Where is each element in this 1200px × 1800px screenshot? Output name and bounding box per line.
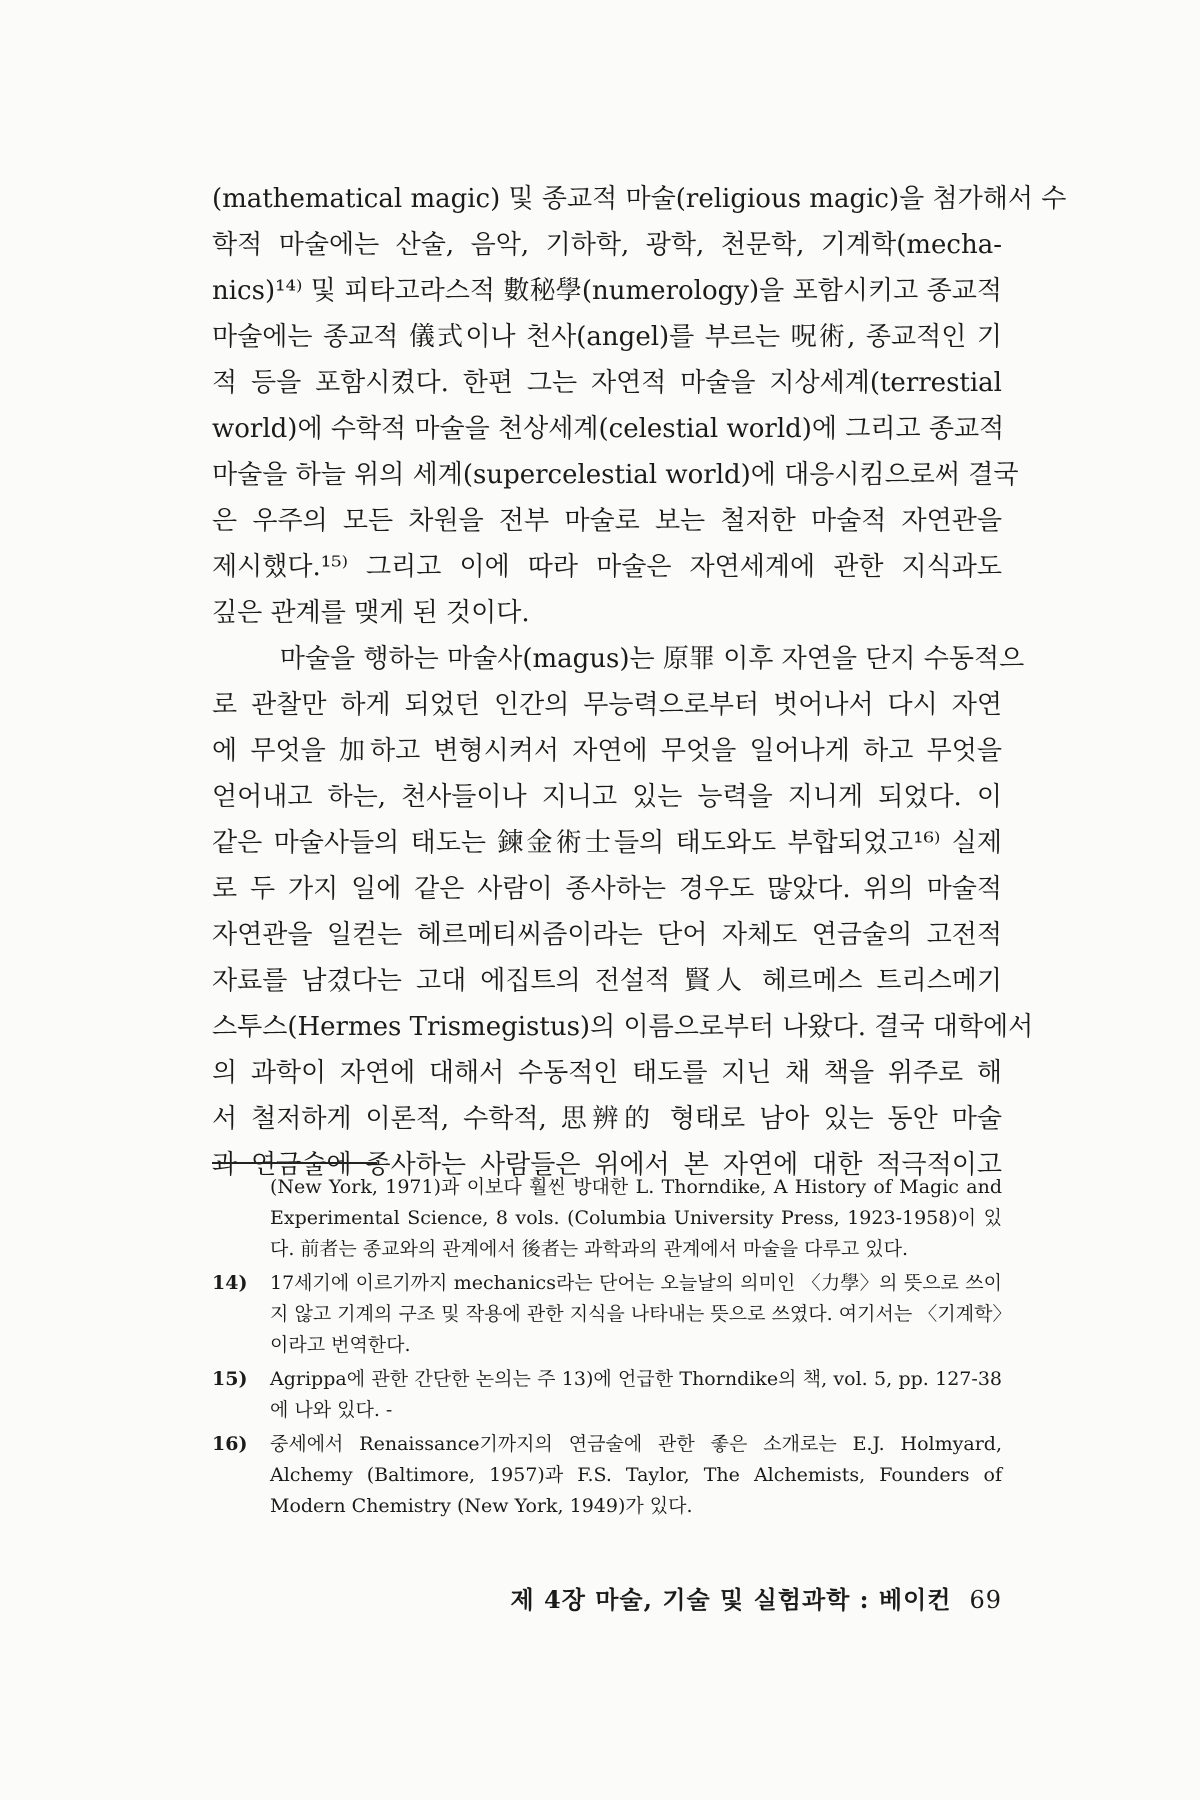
text-line: 로 두 가지 일에 같은 사람이 종사하는 경우도 많았다. 위의 마술적 bbox=[212, 874, 1002, 904]
footnote-separator bbox=[212, 1162, 377, 1164]
text-line: world)에 수학적 마술을 천상세계(celestial world)에 그리고 종교적 bbox=[212, 414, 1005, 444]
footnote-text: 중세에서 Renaissance기까지의 연금술에 관한 좋은 소개로는 E.J. Holmyard, Alchemy (Baltimore, 1957)과 F.S. Taylor, The Alchemists, Founders of Modern Chemistry (New York, 1949)가 있다. bbox=[270, 1433, 1002, 1517]
footnotes bbox=[212, 1172, 1002, 1525]
text-line: 자료를 남겼다는 고대 에집트의 전설적 賢人 헤르메스 트리스메기 bbox=[212, 966, 1002, 996]
footnote-15 bbox=[212, 1364, 1002, 1426]
text-line: 학적 마술에는 산술, 음악, 기하학, 광학, 천문학, 기계학(mecha- bbox=[212, 230, 1002, 260]
text-line: 로 관찰만 하게 되었던 인간의 무능력으로부터 벗어나서 다시 자연 bbox=[212, 690, 1002, 720]
text-line: 제시했다.¹⁵⁾ 그리고 이에 따라 마술은 자연세계에 관한 지식과도 bbox=[212, 552, 1002, 582]
footnote-16 bbox=[212, 1429, 1002, 1522]
text-line: 자연관을 일컫는 헤르메티씨즘이라는 단어 자체도 연금술의 고전적 bbox=[212, 920, 1002, 950]
text-line: nics)¹⁴⁾ 및 피타고라스적 數秘學(numerology)을 포함시키고 종교적 bbox=[212, 276, 1002, 306]
page-number: 69 bbox=[969, 1586, 1002, 1614]
footnote-number: 15) bbox=[212, 1368, 248, 1390]
text-line: 과 연금술에 종사하는 사람들은 위에서 본 자연에 대한 적극적이고 bbox=[212, 1150, 1002, 1180]
text-line: 스투스(Hermes Trismegistus)의 이름으로부터 나왔다. 결국 대학에서 bbox=[212, 1012, 1034, 1042]
chapter-title: 제 4장 마술, 기술 및 실험과학 : 베이컨 bbox=[510, 1585, 952, 1614]
text-line: (mathematical magic) 및 종교적 마술(religious magic)을 첨가해서 수 bbox=[212, 184, 1067, 214]
footnote-text: Agrippa에 관한 간단한 논의는 주 13)에 언급한 Thorndike의 책, vol. 5, pp. 127-38에 나와 있다. - bbox=[270, 1368, 1002, 1421]
main-text bbox=[212, 176, 1067, 1188]
text-line: 적 등을 포함시켰다. 한편 그는 자연적 마술을 지상세계(terrestial bbox=[212, 368, 1002, 398]
footnote-text: 17세기에 이르기까지 mechanics라는 단어는 오늘날의 의미인 〈力學〉의 뜻으로 쓰이지 않고 기계의 구조 및 작용에 관한 지식을 나타내는 뜻으로 쓰였다. 여기서는 〈기계학〉이라고 번역한다. bbox=[270, 1272, 1002, 1356]
paragraph-2 bbox=[212, 636, 1034, 1188]
text-line: 에 무엇을 加하고 변형시켜서 자연에 무엇을 일어나게 하고 무엇을 bbox=[212, 736, 1002, 766]
footnote-text: (New York, 1971)과 이보다 훨씬 방대한 L. Thorndike, A History of Magic and Experimental Science, 8 vols. (Columbia University Press, 1923-1958)이 있다. 前者는 종교와의 관계에서 後者는 과학과의 관계에서 마술을 다루고 있다. bbox=[270, 1176, 1002, 1260]
text-line: 마술에는 종교적 儀式이나 천사(angel)를 부르는 呪術, 종교적인 기 bbox=[212, 322, 1002, 352]
text-line: 깊은 관계를 맺게 된 것이다. bbox=[212, 598, 530, 628]
text-line: 서 철저하게 이론적, 수학적, 思辨的 형태로 남아 있는 동안 마술 bbox=[212, 1104, 1002, 1134]
footnote-number: 16) bbox=[212, 1433, 248, 1455]
text-line: 얻어내고 하는, 천사들이나 지니고 있는 능력을 지니게 되었다. 이 bbox=[212, 782, 1002, 812]
text-line: 은 우주의 모든 차원을 전부 마술로 보는 철저한 마술적 자연관을 bbox=[212, 506, 1002, 536]
footnote-continued bbox=[212, 1172, 1002, 1265]
text-line: 마술을 행하는 마술사(magus)는 原罪 이후 자연을 단지 수동적으 bbox=[279, 644, 1025, 674]
text-line: 마술을 하늘 위의 세계(supercelestial world)에 대응시킴으로써 결국 bbox=[212, 460, 1019, 490]
paragraph-1 bbox=[212, 176, 1067, 636]
footnote-number: 14) bbox=[212, 1272, 248, 1294]
running-footer bbox=[400, 1580, 1002, 1615]
footnote-14 bbox=[212, 1268, 1002, 1361]
text-line: 의 과학이 자연에 대해서 수동적인 태도를 지닌 채 책을 위주로 해 bbox=[212, 1058, 1002, 1088]
text-line: 같은 마술사들의 태도는 鍊金術士들의 태도와도 부합되었고¹⁶⁾ 실제 bbox=[212, 828, 1002, 858]
